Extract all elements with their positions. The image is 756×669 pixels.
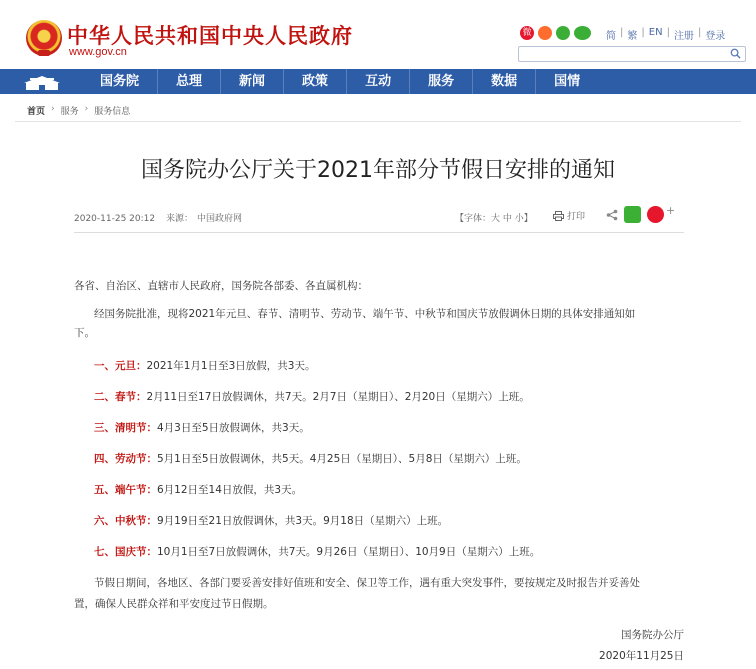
holiday-item: 四、劳动节：5月1日至5日放假调休，共5天。4月25日（星期日）、5月8日（星期六）上班。 [94, 453, 527, 465]
nav-item-premier[interactable]: 总理 [157, 69, 220, 94]
wechat-icon[interactable] [556, 26, 570, 40]
weibo-share-icon[interactable] [647, 206, 664, 223]
article-meta [74, 211, 250, 224]
share-bar [606, 206, 675, 223]
tiananmen-icon[interactable] [22, 73, 62, 91]
closing-paragraph: 节假日期间，各地区、各部门要妥善安排好值班和安全、保卫等工作，遇有重大突发事件，要按规定及时报告并妥善处 [94, 577, 640, 589]
holiday-item: 二、春节：2月11日至17日放假调休，共7天。2月7日（星期日）、2月20日（星期六）上班。 [94, 391, 530, 403]
breadcrumb [27, 104, 130, 117]
chevron-right-icon: › [84, 104, 89, 114]
print-button[interactable] [553, 209, 585, 222]
holiday-item: 三、清明节：4月3日至5日放假调休，共3天。 [94, 422, 310, 434]
closing-paragraph-cont: 置，确保人民群众祥和平安度过节日假期。 [74, 598, 274, 610]
nav-item-data[interactable]: 数据 [472, 69, 535, 94]
nav-item-state-council[interactable]: 国务院 [100, 74, 140, 89]
site-header [0, 0, 756, 68]
link-login[interactable]: 登录 [705, 31, 726, 42]
holiday-item: 一、元旦：2021年1月1日至3日放假，共3天。 [94, 360, 316, 372]
salutation: 各省、自治区、直辖市人民政府，国务院各部委、各直属机构： [74, 280, 368, 292]
plus-icon[interactable]: + [666, 204, 676, 217]
nav-item-interaction[interactable]: 互动 [346, 69, 409, 94]
link-traditional[interactable]: 繁 [627, 31, 638, 42]
divider [74, 232, 684, 233]
weibo-alt-icon[interactable] [538, 26, 552, 40]
nav-item-services[interactable]: 服务 [409, 69, 472, 94]
page-title: 国务院办公厅关于2021年部分节假日安排的通知 [141, 158, 615, 183]
wechat-share-icon[interactable] [624, 206, 641, 223]
publish-date: 2020-11-25 20:12 [74, 214, 156, 224]
font-size-switcher[interactable]: 【字体：大 中 小】 [455, 214, 533, 224]
holiday-item: 五、端午节：6月12日至14日放假，共3天。 [94, 484, 303, 496]
link-register[interactable]: 注册 [673, 31, 694, 42]
link-english[interactable]: EN [648, 27, 663, 38]
nav-item-news[interactable]: 新闻 [220, 69, 283, 94]
breadcrumb-home[interactable]: 首页 [27, 107, 46, 117]
source-label: 来源： [165, 214, 193, 224]
intro-paragraph-cont: 下。 [74, 327, 95, 339]
social-links [520, 26, 591, 40]
wechat-mini-icon[interactable] [574, 26, 591, 40]
breadcrumb-service-info[interactable]: 服务信息 [94, 107, 131, 117]
national-emblem-logo[interactable] [26, 20, 62, 56]
nav-item-national-info[interactable]: 国情 [535, 69, 598, 94]
top-links: 简 | 繁 | EN | 注册 | 登录 [606, 27, 726, 42]
chevron-right-icon: › [51, 104, 55, 114]
intro-paragraph: 经国务院批准，现将2021年元旦、春节、清明节、劳动节、端午节、中秋节和国庆节放假调休日期的具体安排通知如 [94, 308, 636, 320]
search-icon[interactable] [730, 48, 741, 59]
share-icon[interactable] [606, 209, 618, 221]
print-label: 打印 [567, 212, 586, 222]
signature: 国务院办公厅 [621, 629, 684, 641]
printer-icon [553, 211, 564, 221]
nav-item-policy[interactable]: 政策 [283, 69, 346, 94]
site-url: www.gov.cn [69, 46, 127, 58]
holiday-item: 六、中秋节：9月19日至21日放假调休，共3天。9月18日（星期六）上班。 [94, 515, 449, 527]
divider [15, 121, 741, 122]
breadcrumb-services[interactable]: 服务 [60, 107, 79, 117]
search-input[interactable] [518, 46, 746, 62]
link-simplified[interactable]: 简 [606, 31, 616, 42]
weibo-icon[interactable]: 微 [520, 26, 534, 40]
holiday-item: 七、国庆节：10月1日至7日放假调休，共7天。9月26日（星期日）、10月9日（星期六）上班。 [94, 546, 541, 558]
sign-date: 2020年11月25日 [599, 650, 684, 662]
site-title[interactable]: 中华人民共和国中央人民政府 [67, 24, 353, 48]
source-name: 中国政府网 [197, 214, 243, 224]
main-nav [0, 69, 756, 94]
